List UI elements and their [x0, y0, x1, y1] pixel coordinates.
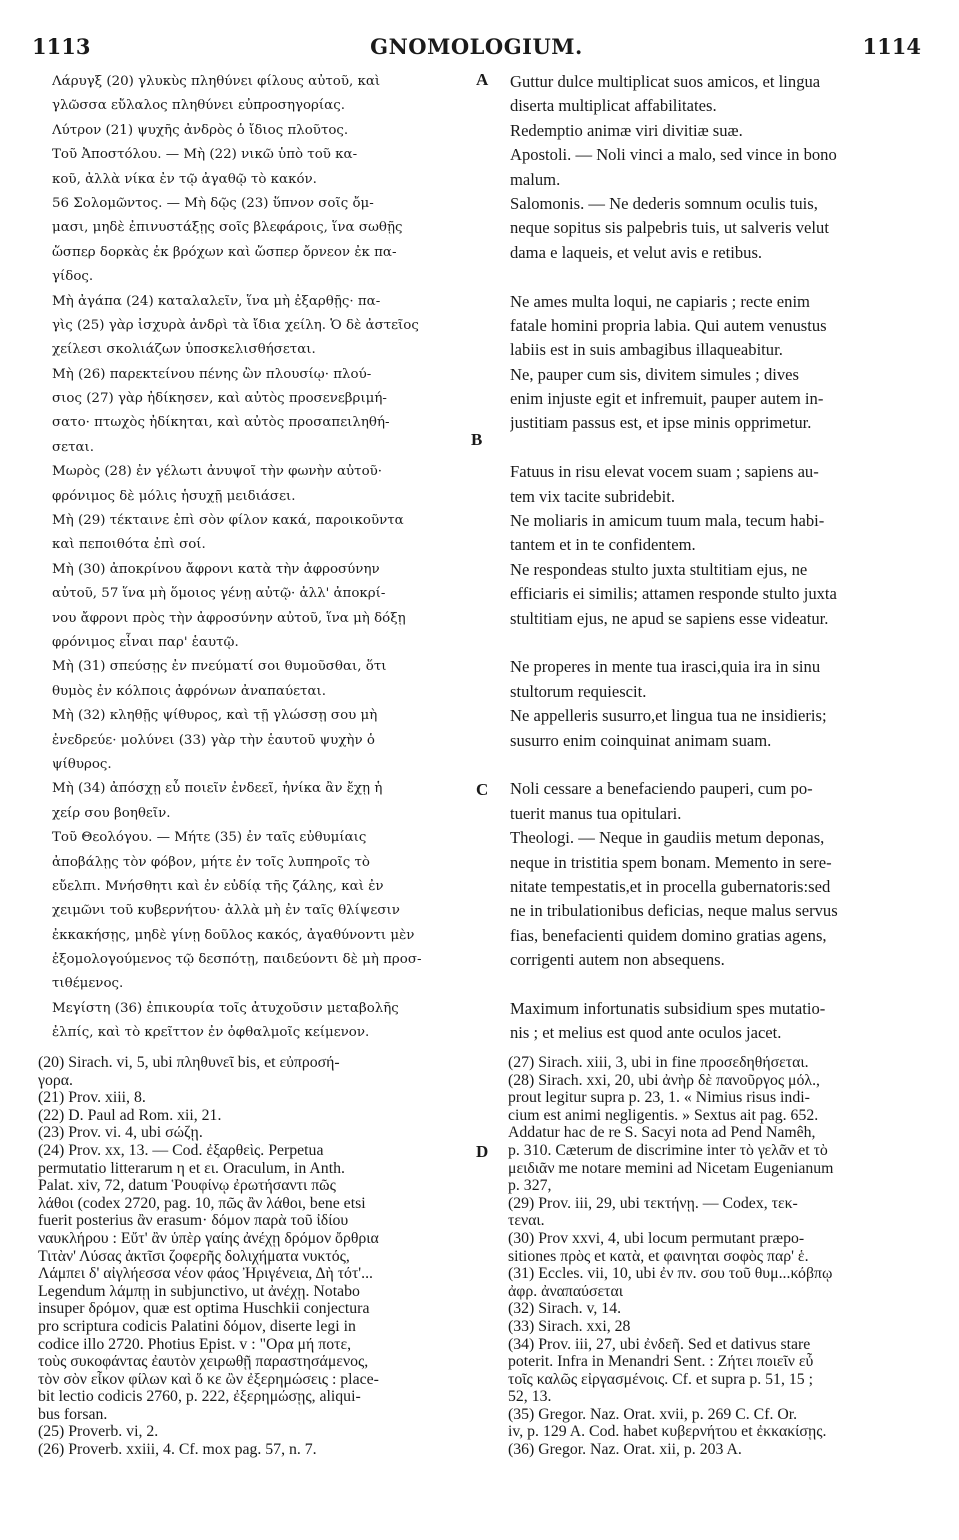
- latin-text-line: Ne appelleris susurro,et lingua tua ne insidieris;: [510, 706, 827, 726]
- greek-text-line: Μὴ ἀγάπα (24) καταλαλεῖν, ἵνα μὴ ἐξαρθῇς· πα-: [52, 293, 381, 309]
- latin-text-column: [510, 70, 926, 1046]
- greek-text-line: Μὴ (32) κληθῇς ψίθυρος, καὶ τῇ γλώσσῃ σου μὴ: [52, 708, 378, 724]
- footnote-line: 52, 13.: [508, 1388, 552, 1406]
- footnote-line: (31) Eccles. vii, 10, ubi ἐν πν. σου τοῦ θυμ...κόβπῳ: [508, 1265, 833, 1283]
- footnote-line: (30) Prov xxvi, 4, ubi locum permutant præpo-: [508, 1229, 805, 1247]
- footnote-line: (36) Gregor. Naz. Orat. xii, p. 203 A.: [508, 1441, 742, 1459]
- greek-text-line: 56 Σολομῶντος. — Μὴ δῷς (23) ὕπνον σοῖς ὄμ-: [52, 195, 374, 211]
- footnote-line: ναυκλήρου : Εὔτ' ἂν ὑπὲρ γαίης ἀνέχῃ δρόμον ὄρθρια: [38, 1229, 379, 1247]
- latin-text-line: Salomonis. — Ne dederis somnum oculis tuis,: [510, 193, 818, 213]
- latin-text-line: neque in tristitia spem bonam. Memento in sere-: [510, 852, 832, 872]
- greek-text-line: κοῦ, ἀλλὰ νίκα ἐν τῷ ἀγαθῷ τὸ κακόν.: [52, 171, 317, 187]
- greek-text-line: Μὴ (26) παρεκτείνου πένης ὢν πλουσίῳ· πλού-: [52, 366, 372, 382]
- footnote-line: p. 327,: [508, 1177, 552, 1195]
- greek-text-line: Μεγίστη (36) ἐπικουρία τοῖς ἀτυχοῦσιν μεταβολῆς: [52, 1000, 399, 1016]
- greek-text-line: γίδος.: [52, 269, 94, 285]
- footnote-line: γορα.: [38, 1071, 73, 1089]
- latin-text-line: fatale homini propria labia. Qui autem venustus: [510, 315, 827, 335]
- latin-text-line: nitate tempestatis,et in procella gubernatoris:sed: [510, 876, 831, 896]
- latin-text-line: Ne, pauper cum sis, divitem simules ; dives: [510, 364, 799, 384]
- greek-text-line: αὐτοῦ, 57 ἵνα μὴ ὅμοιος γένῃ αὐτῷ· ἀλλ' ἀποκρί-: [52, 586, 386, 602]
- greek-text-line: εὔελπι. Μνήσθητι καὶ ἐν εὐδίᾳ τῆς ζάλης, καὶ ἐν: [52, 878, 384, 894]
- latin-text-line: ne in tribulationibus deficias, neque malus servus: [510, 901, 838, 921]
- footnote-line: Addatur hac de re S. Sacyi nota ad Pend Namêh,: [508, 1124, 816, 1142]
- latin-text-line: Guttur dulce multiplicat suos amicos, et lingua: [510, 72, 821, 91]
- footnote-line: (27) Sirach. xiii, 3, ubi in fine προσεδηθήσεται.: [508, 1054, 809, 1071]
- latin-text-line: Fatuus in risu elevat vocem suam ; sapiens au-: [510, 462, 819, 482]
- latin-text-line: tuerit manus tua opitulari.: [510, 803, 682, 823]
- left-page-number: 1113: [32, 34, 91, 59]
- latin-text-line: [510, 972, 926, 996]
- latin-text-line: tantem et in te confidentem.: [510, 535, 696, 555]
- section-marker-a: A: [476, 70, 489, 89]
- greek-text-line: ἐνεδρεύε· μολύνει (33) γὰρ τὴν ἑαυτοῦ ψυχὴν ὁ: [52, 732, 375, 748]
- footnote-line: (34) Prov. iii, 27, ubi ἐνδεῆ. Sed et dativus stare: [508, 1335, 811, 1353]
- latin-text-line: fias, benefacienti quidem domino gratias agens,: [510, 925, 827, 945]
- footnote-line: pro scriptura codicis Palatini δόμον, diserte legi in: [38, 1317, 356, 1335]
- greek-text-line: ἐξομολογούμενος τῷ δεσπότῃ, παιδεύοντι δὲ μὴ προσ-: [52, 952, 422, 968]
- greek-text-line: Τοῦ Ἀποστόλου. — Μὴ (22) νικῶ ὑπὸ τοῦ κα-: [52, 147, 358, 163]
- footnote-line: permutatio litterarum η et ει. Oraculum, in Anth.: [38, 1159, 345, 1177]
- latin-text-line: justitiam passus est, et ipse minis opprimetur.: [510, 413, 812, 433]
- footnotes-left: [38, 1054, 472, 1459]
- latin-text-line: Ne respondeas stulto juxta stultitiam ejus, ne: [510, 559, 808, 579]
- section-marker-d: D: [476, 1142, 489, 1161]
- footnote-line: cium est animi negligentis. » Sextus ait pag. 652.: [508, 1106, 819, 1124]
- section-marker-b: B: [471, 430, 483, 449]
- page-header: [32, 34, 921, 62]
- footnote-line: μειδιᾶν me notare memini ad Nicetam Eugenianum: [508, 1159, 834, 1177]
- greek-text-line: σιος (27) γὰρ ἠδίκησεν, καὶ αὐτὸς προσενεβριμή-: [52, 391, 387, 407]
- latin-text-line: [510, 631, 926, 655]
- latin-text-line: Apostoli. — Noli vinci a malo, sed vince in bono: [510, 145, 837, 165]
- greek-text-line: χειμῶνι τοῦ κυβερνήτου· ἀλλὰ μὴ ἐν ταῖς θλίψεσιν: [52, 903, 400, 919]
- greek-text-line: Μωρὸς (28) ἐν γέλωτι ἀνυψοῖ τὴν φωνὴν αὐτοῦ·: [52, 464, 383, 480]
- latin-text-line: stultorum requiescit.: [510, 681, 647, 701]
- footnote-line: insuper δρόμον, quæ est optima Huschkii conjectura: [38, 1300, 370, 1318]
- footnote-line: fuerit posterius ἂν erasum· δόμον παρὰ τοῦ ἰδίου: [38, 1212, 349, 1230]
- latin-text-line: Ne properes in mente tua irasci,quia ira in sinu: [510, 657, 821, 677]
- latin-text-line: Noli cessare a benefaciendo pauperi, cum po-: [510, 779, 813, 799]
- footnote-line: τοῖς καλῶς εἰργασμένοις. Cf. et supra p. 51, 15 ;: [508, 1370, 813, 1388]
- greek-text-line: γὶς (25) γὰρ ἰσχυρὰ ἀνδρὶ τὰ ἴδια χείλη. Ὁ δὲ ἀστεῖος: [52, 317, 419, 333]
- greek-text-line: Μὴ (31) σπεύσῃς ἐν πνεύματί σοι θυμοῦσθαι, ὅτι: [52, 659, 387, 675]
- footnote-line: (22) D. Paul ad Rom. xii, 21.: [38, 1106, 222, 1124]
- latin-text-line: malum.: [510, 169, 561, 189]
- footnote-line: Palat. xiv, 72, datum Ῥουφίνῳ ἐρωτήσαντι πῶς: [38, 1177, 336, 1195]
- latin-text-line: efficiaris ei similis; attamen responde stulto juxta: [510, 584, 837, 604]
- greek-text-line: Μὴ (30) ἀποκρίνου ἄφρονι κατὰ τὴν ἀφροσύνην: [52, 561, 380, 577]
- latin-text-line: enim injuste egit et infremuit, pauper autem in-: [510, 389, 824, 409]
- footnote-line: poterit. Infra in Menandri Sent. : Ζήτει ποιεῖν εὖ: [508, 1353, 814, 1371]
- footnote-line: bit lectio codicis 2760, p. 222, ἐξερημώσῃς, aliqui-: [38, 1388, 361, 1406]
- footnote-line: (25) Proverb. vi, 2.: [38, 1423, 159, 1441]
- greek-text-line: νου ἄφρονι πρὸς τὴν ἀφροσύνην αὐτοῦ, ἵνα μὴ δόξῃ: [52, 610, 406, 626]
- latin-text-line: [510, 753, 926, 777]
- greek-text-line: Μὴ (29) τέκταινε ἐπὶ σὸν φίλον κακά, παροικοῦντα: [52, 513, 404, 529]
- greek-text-line: θυμὸς ἐν κόλποις ἀφρόνων ἀναπαύεται.: [52, 683, 327, 699]
- greek-text-line: ἐκκακήσῃς, μηδὲ γίνῃ δοῦλος κακός, ἀγαθύνοντι μὲν: [52, 927, 415, 943]
- footnote-line: λάθοι (codex 2720, pag. 10, πῶς ἂν λάθοι, bene etsi: [38, 1194, 366, 1212]
- footnote-line: (21) Prov. xiii, 8.: [38, 1089, 146, 1107]
- latin-text-line: Maximum infortunatis subsidium spes mutatio-: [510, 998, 826, 1018]
- footnote-line: Legendum λάμπῃ in subjunctivo, ut ἀνέχῃ. Notabo: [38, 1282, 360, 1300]
- greek-text-line: σατο· πτωχὸς ἠδίκηται, καὶ αὐτὸς προσαπειληθή-: [52, 415, 390, 431]
- right-page-number: 1114: [862, 34, 921, 59]
- footnote-line: ἀφρ. ἀναπαύσεται: [508, 1282, 623, 1300]
- footnote-line: τὸν σὸν εἶκον φίλων καὶ ὅ κε ὢν ἐξερημώσεις : place-: [38, 1370, 379, 1388]
- latin-text-line: corrigenti autem non absequens.: [510, 950, 725, 970]
- greek-text-line: γλῶσσα εὔλαλος πληθύνει εὐπροσηγορίας.: [52, 98, 345, 114]
- greek-text-line: Τοῦ Θεολόγου. — Μήτε (35) ἐν ταῖς εὐθυμίαις: [52, 830, 367, 846]
- footnotes-right: [508, 1054, 932, 1459]
- section-marker-c: C: [476, 780, 489, 799]
- latin-text-line: [510, 436, 926, 460]
- footnote-line: Λάμπει δ' αἰγλήεσσα νέον φάος Ἠριγένεια, Δὴ τότ'...: [38, 1265, 373, 1283]
- footnote-line: (24) Prov. xx, 13. — Cod. ἐξαρθεὶς. Perpetua: [38, 1141, 324, 1159]
- latin-text-line: dama e laqueis, et velut avis e retibus.: [510, 242, 763, 262]
- footnote-line: (29) Prov. iii, 29, ubi τεκτήνῃ. — Codex, τεκ-: [508, 1194, 798, 1212]
- greek-text-line: φρόνιμος εἶναι παρ' ἑαυτῷ.: [52, 634, 239, 650]
- greek-text-line: καὶ πεποιθότα ἐπὶ σοί.: [52, 537, 206, 553]
- latin-text-line: diserta multiplicat affabilitates.: [510, 96, 717, 116]
- running-title: GNOMOLOGIUM.: [370, 34, 583, 59]
- footnote-line: (26) Proverb. xxiii, 4. Cf. mox pag. 57, n. 7.: [38, 1441, 317, 1459]
- latin-text-line: nis ; et melius est quod ante oculos jacet.: [510, 1023, 782, 1043]
- greek-text-line: ἀποβάλῃς τὸν φόβον, μήτε ἐν τοῖς λυπηροῖς τὸ: [52, 854, 370, 870]
- greek-text-line: ψίθυρος.: [52, 756, 112, 772]
- footnote-line: (28) Sirach. xxi, 20, ubi ἀνὴρ δὲ πανοῦργος μόλ.,: [508, 1071, 820, 1089]
- footnote-line: iv, p. 129 A. Cod. habet κυβερνήτου et ἐκκακίσῃς.: [508, 1423, 827, 1441]
- greek-text-line: μασι, μηδὲ ἐπινυστάξῃς σοῖς βλεφάροις, ἵνα σωθῇς: [52, 220, 403, 236]
- footnote-line: τοὺς συκοφάντας ἐαυτὸν χειρωθῇ παραστησάμενος,: [38, 1353, 369, 1371]
- footnote-line: (23) Prov. vi. 4, ubi σώζῃ.: [38, 1124, 203, 1142]
- latin-text-line: tem vix tacite subridebit.: [510, 486, 675, 506]
- latin-text-line: [510, 265, 926, 289]
- latin-text-line: susurro enim coinquinat animam suam.: [510, 730, 772, 750]
- footnote-line: (32) Sirach. v, 14.: [508, 1300, 622, 1318]
- latin-text-line: Theologi. — Neque in gaudiis metum deponas,: [510, 828, 825, 848]
- latin-text-line: Redemptio animæ viri divitiæ suæ.: [510, 120, 743, 140]
- greek-text-line: Λύτρον (21) ψυχῆς ἀνδρὸς ὁ ἴδιος πλοῦτος.: [52, 122, 349, 138]
- greek-text-line: Λάρυγξ (20) γλυκὺς πληθύνει φίλους αὐτοῦ, καὶ: [52, 74, 381, 89]
- latin-text-line: Ne moliaris in amicum tuum mala, tecum habi-: [510, 511, 825, 531]
- greek-text-line: τιθέμενος.: [52, 976, 124, 992]
- greek-text-line: ὥσπερ δορκὰς ἐκ βρόχων καὶ ὥσπερ ὄρνεον ἐκ πα-: [52, 244, 397, 260]
- footnote-line: prout legitur supra p. 23, 1. « Nimius risus indi-: [508, 1089, 810, 1107]
- footnote-line: codice illo 2720. Photius Epist. v : "Ορα μή ποτε,: [38, 1335, 352, 1353]
- footnote-line: τεναι.: [508, 1212, 545, 1230]
- latin-text-line: Ne ames multa loqui, ne capiaris ; recte enim: [510, 291, 810, 311]
- latin-text-line: stultitiam ejus, ne apud se sapiens esse videatur.: [510, 608, 829, 628]
- footnote-line: Τιτὰν' Λύσας ἀκτῖσι ζοφερῆς δολιχήματα νυκτός,: [38, 1247, 350, 1265]
- footnote-line: p. 310. Cæterum de discrimine inter τὸ γελᾶν et τὸ: [508, 1141, 828, 1159]
- greek-text-line: ἐλπίς, καὶ τὸ κρεῖττον ἐν ὀφθαλμοῖς κείμενον.: [52, 1025, 370, 1041]
- greek-text-line: χείλεσι σκολιάζων ὑποσκελισθήσεται.: [52, 342, 316, 358]
- greek-text-line: σεται.: [52, 439, 95, 455]
- footnote-line: bus forsan.: [38, 1405, 108, 1423]
- latin-text-line: neque sopitus sis palpebris tuis, ut salveris velut: [510, 218, 829, 238]
- greek-text-line: χείρ σου βοηθεῖν.: [52, 805, 171, 821]
- footnote-line: sitiones πρὸς et κατὰ, et φαινηται σοφὸς παρ' ἑ.: [508, 1247, 809, 1265]
- greek-text-line: φρόνιμος δὲ μόλις ἡσυχῇ μειδιάσει.: [52, 488, 296, 504]
- footnote-line: (35) Gregor. Naz. Orat. xvii, p. 269 C. Cf. Or.: [508, 1405, 798, 1423]
- footnote-line: (20) Sirach. vi, 5, ubi πληθυνεῖ bis, et εὐπροσή-: [38, 1054, 340, 1071]
- greek-text-column: [52, 70, 472, 1046]
- latin-text-line: labiis est in suis ambagibus illaqueabitur.: [510, 340, 783, 360]
- greek-text-line: Μὴ (34) ἀπόσχῃ εὖ ποιεῖν ἐνδεεῖ, ἡνίκα ἂν ἔχῃ ἡ: [52, 781, 383, 797]
- footnote-line: (33) Sirach. xxi, 28: [508, 1317, 631, 1335]
